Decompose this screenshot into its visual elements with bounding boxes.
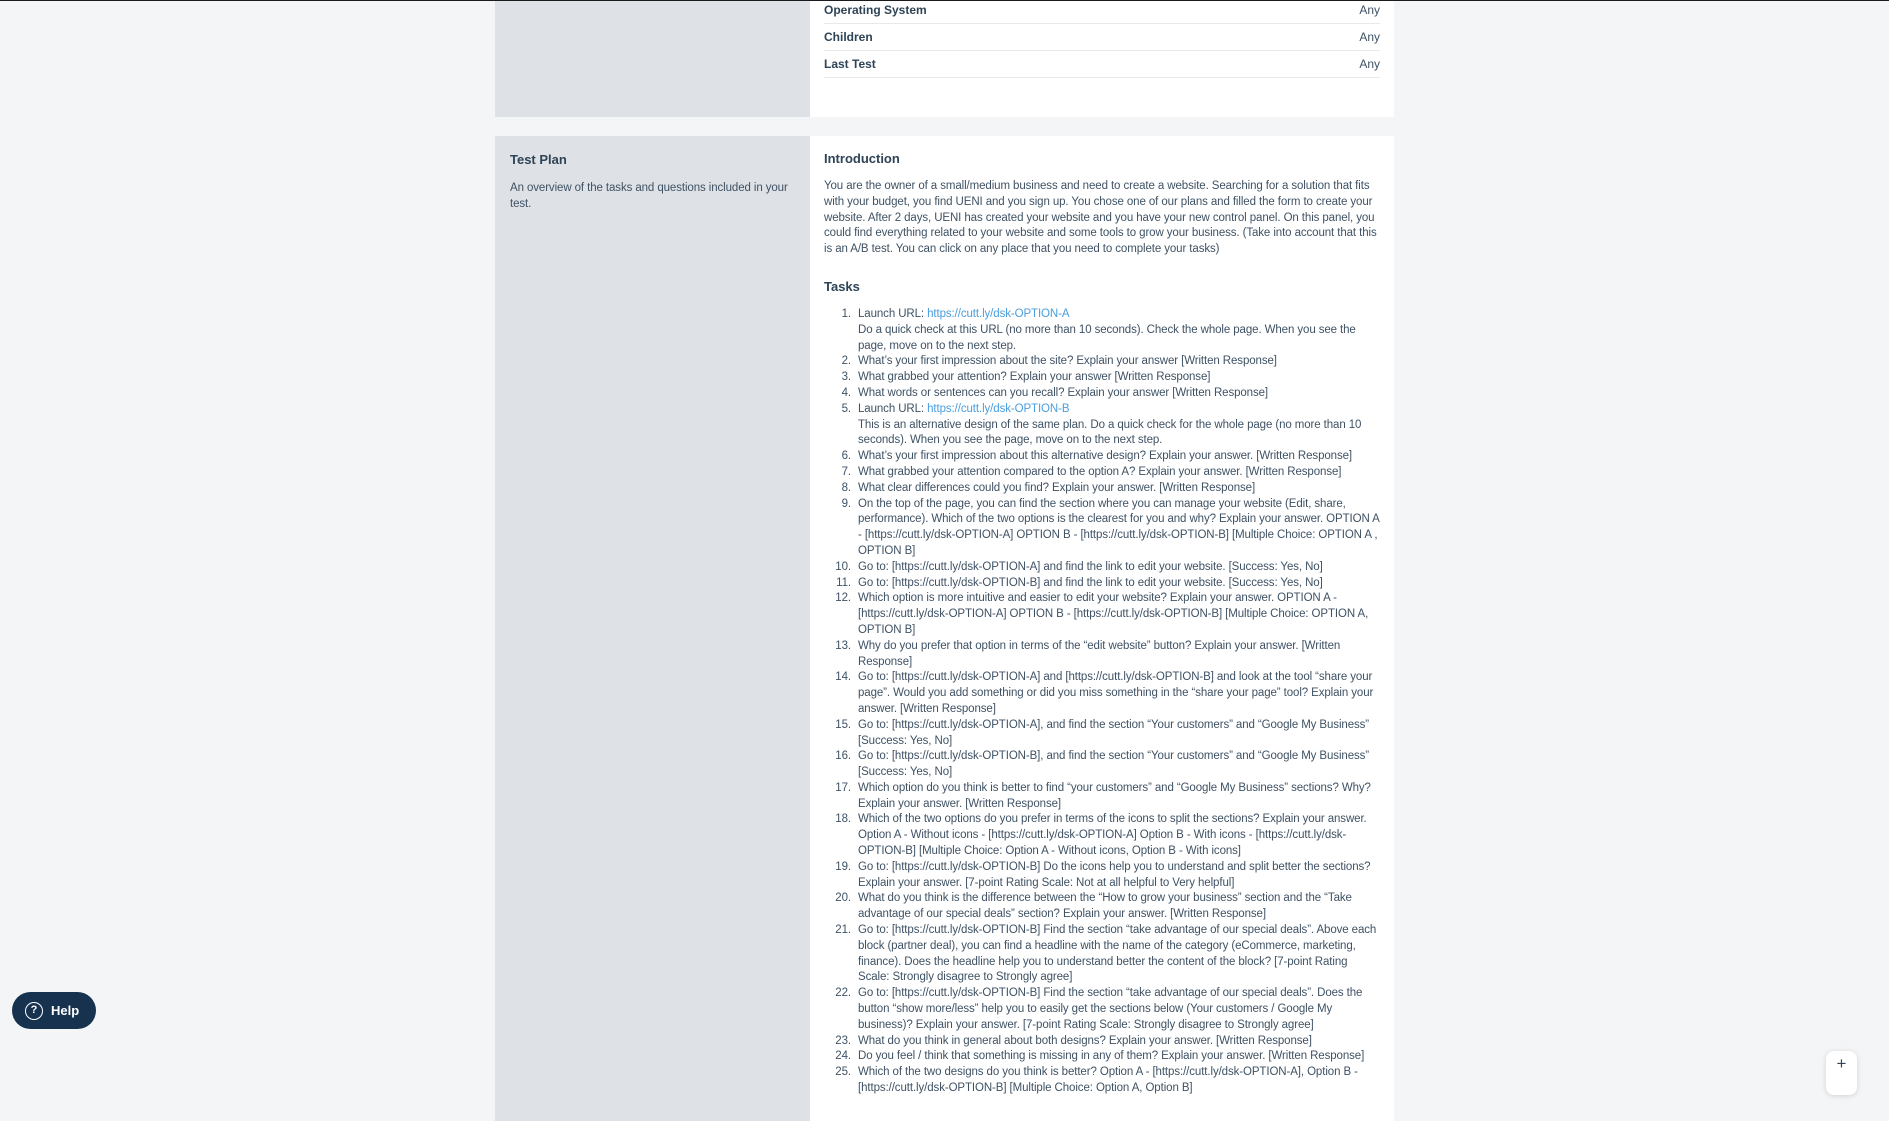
task-item: What’s your first impression about this alternative design? Explain your answer. [Written Response] [858, 450, 1353, 463]
task-item: On the top of the page, you can find the section where you can manage your website (Edit, share, performance). Which of the two options is the clearest for you and why? Explain your answer. OPTION A - [https://cutt.ly/dsk-OPTION-A] OPTION B - [https://cutt.ly/dsk-OPTION-B] [Multiple Choice: OPTION A , OPTION B] [858, 497, 1380, 557]
task-item: What grabbed your attention compared to the option A? Explain your answer. [Written Response] [858, 465, 1342, 478]
audience-row-label: Children [824, 30, 873, 44]
test-plan-card [495, 136, 1394, 1121]
tasks-heading: Tasks [824, 278, 860, 294]
task-item: Do you feel / think that something is missing in any of them? Explain your answer. [Written Response] [858, 1050, 1365, 1063]
introduction-body: You are the owner of a small/medium business and need to create a website. Searching for a solution that fits with your budget, you find UENI and you sign up. You chose one of our plans and filled the form to create your website. After 2 days, UENI has created your website and you have your new control panel. On this panel, you could find everything related to your website and some tools to grow your business. (Take into account that this is an A/B test. You can click on any place that you need to complete your tasks) [824, 180, 1377, 256]
test-plan-side-panel [495, 136, 810, 1121]
task-item: What do you think in general about both designs? Explain your answer. [Written Response] [858, 1034, 1312, 1047]
audience-row-value: Any [1359, 57, 1380, 71]
audience-row-label: Operating System [824, 3, 927, 17]
task-item: Which option is more intuitive and easier to edit your website? Explain your answer. OPTION A - [https://cutt.ly/dsk-OPTION-A] OPTION B - [https://cutt.ly/dsk-OPTION-B] [Multiple Choice: OPTION A, OPTION B] [858, 592, 1369, 636]
audience-card [495, 1, 1394, 117]
test-plan-description: An overview of the tasks and questions included in your test. [510, 182, 788, 210]
audience-row-label: Last Test [824, 57, 876, 71]
task-item: Go to: [https://cutt.ly/dsk-OPTION-B] Find the section “take advantage of our special deals”. Does the button “show more/less” help you to easily get the sections below (Your customers / Google My business)? Explain your answer. [7-point Rating Scale: Strongly disagree to Strongly agree] [858, 987, 1363, 1031]
page-content [495, 1, 1394, 1121]
task-item: What grabbed your attention? Explain your answer [Written Response] [858, 371, 1211, 384]
task-item: Go to: [https://cutt.ly/dsk-OPTION-B] and find the link to edit your website. [Success: Yes, No] [858, 576, 1323, 589]
tasks-section [824, 279, 1380, 1097]
task-item: Go to: [https://cutt.ly/dsk-OPTION-A] and find the link to edit your website. [Success: Yes, No] [858, 560, 1323, 573]
task-item: Go to: [https://cutt.ly/dsk-OPTION-B] Find the section “take advantage of our special deals”. Above each block (partner deal), you can find a headline with the name of the category (eCommerce, marketing, finance). Does the headline help you to understand better the content of the block? [7-point Rating Scale: Strongly disagree to Strongly agree] [858, 924, 1377, 984]
task-item: Why do you prefer that option in terms of the “edit website” button? Explain your answer. [Written Response] [858, 639, 1341, 668]
test-plan-title: Test Plan [510, 152, 567, 167]
task-item: Which option do you think is better to find “your customers” and “Google My Business” sections? Why? Explain your answer. [Written Response] [858, 781, 1371, 810]
task-url-link[interactable]: https://cutt.ly/dsk-OPTION-A [927, 307, 1070, 320]
task-item: Which of the two designs do you think is better? Option A - [https://cutt.ly/dsk-OPTION-A], Option B - [https://cutt.ly/dsk-OPTION-B] [Multiple Choice: Option A, Option B] [858, 1066, 1358, 1095]
audience-row [824, 51, 1380, 78]
task-url-link[interactable]: https://cutt.ly/dsk-OPTION-B [927, 402, 1070, 415]
task-item: What words or sentences can you recall? Explain your answer [Written Response] [858, 386, 1269, 399]
plus-icon: + [1836, 1054, 1847, 1073]
tasks-list [824, 307, 1380, 1097]
audience-attributes [810, 1, 1394, 117]
task-item: What do you think is the difference between the “How to grow your business” section and the “Take advantage of our special deals” section? Explain your answer. [Written Response] [858, 892, 1352, 921]
test-plan-main [810, 136, 1394, 1121]
task-item: Launch URL: https://cutt.ly/dsk-OPTION-B This is an alternative design of the same plan. Do a quick check for the whole page (no more than 10 seconds). When you see the page, move on to the next step. [858, 402, 1362, 447]
task-item: What’s your first impression about the site? Explain your answer [Written Response] [858, 355, 1277, 368]
audience-row-value: Any [1359, 30, 1380, 44]
audience-row [824, 0, 1380, 24]
help-button[interactable] [12, 992, 96, 1029]
audience-row [824, 24, 1380, 51]
introduction-heading: Introduction [824, 151, 900, 166]
help-button-label: Help [51, 1003, 80, 1018]
task-item: Go to: [https://cutt.ly/dsk-OPTION-B] Do the icons help you to understand and split better the sections? Explain your answer. [7-point Rating Scale: Not at all helpful to Very helpful] [858, 860, 1371, 889]
audience-row-value: Any [1359, 3, 1380, 17]
task-item: What clear differences could you find? Explain your answer. [Written Response] [858, 481, 1256, 494]
task-item: Launch URL: https://cutt.ly/dsk-OPTION-A Do a quick check at this URL (no more than 10 seconds). Check the whole page. When you see the page, move on to the next step. [858, 307, 1356, 352]
audience-card-side-panel [495, 1, 810, 117]
task-item: Go to: [https://cutt.ly/dsk-OPTION-A], and find the section “Your customers” and “Google My Business” [Success: Yes, No] [858, 718, 1370, 747]
task-item: Which of the two options do you prefer in terms of the icons to split the sections? Explain your answer. Option A - Without icons - [https://cutt.ly/dsk-OPTION-A] Option B - With icons - [https://cutt.ly/dsk-OPTION-B] [Multiple Choice: Option A - Without icons, Option B - With icons] [858, 813, 1367, 858]
task-item: Go to: [https://cutt.ly/dsk-OPTION-B], and find the section “Your customers” and “Google My Business” [Success: Yes, No] [858, 750, 1370, 779]
question-mark-icon: ? [25, 1002, 43, 1020]
audience-rows [824, 0, 1380, 78]
task-item: Go to: [https://cutt.ly/dsk-OPTION-A] and [https://cutt.ly/dsk-OPTION-B] and look at the tool “share your page”. Would you add something or did you miss something in the “share your page” tool? Explain your answer. [Written Response] [858, 671, 1374, 715]
